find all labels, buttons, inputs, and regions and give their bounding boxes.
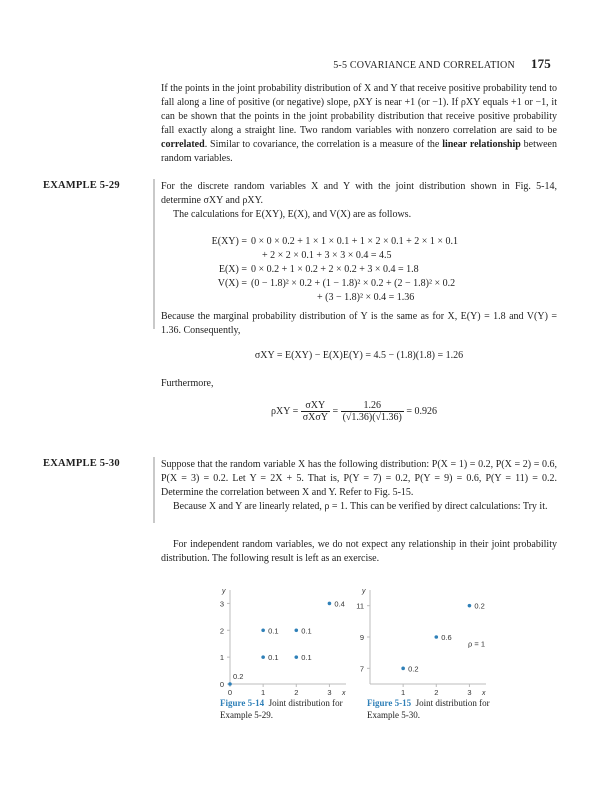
example-5-30-para2: Because X and Y are linearly related, ρ = 1. This can be verified by direct calculations: Try it. [173,501,548,512]
covariance-equation: σXY = E(XY) − E(X)E(Y) = 4.5 − (1.8)(1.8) = 1.26 [254,350,464,361]
x-axis-label: x [342,690,346,697]
point-label: 0.1 [301,626,312,636]
figure-5-15-caption-text2: Example 5-30. [367,710,420,720]
data-point [328,602,332,606]
intro-text-3: between random variables. [161,139,557,164]
data-point [401,667,405,671]
example-5-30-label: EXAMPLE 5-30 [43,458,120,469]
data-point [228,682,232,686]
rho-equals: = [332,406,339,417]
example-5-29-label: EXAMPLE 5-29 [43,180,120,191]
term-linear-relationship: linear relationship [442,139,521,150]
y-tick-label: 11 [356,601,364,611]
rho-num-1: σXY [301,400,330,412]
correlation-equation [271,400,437,423]
y-axis-label: y [362,588,366,595]
rho-fraction-2 [341,400,404,423]
point-label: 0.2 [408,664,419,674]
data-point [468,604,472,608]
figure-5-15-caption-text: Joint distribution for [415,698,490,708]
running-title: 5-5 COVARIANCE AND CORRELATION [333,60,515,71]
rho-num-2: 1.26 [341,400,404,412]
rho-lhs: ρXY = [271,406,299,417]
example-5-30-rule [153,457,155,523]
intro-text-2: . Similar to covariance, the correlation is a measure of the [204,139,443,150]
data-point [434,635,438,639]
x-axis-label: x [482,690,486,697]
y-tick-label: 7 [359,664,364,674]
closing-paragraph: For independent random variables, we do not expect any relationship in their joint probability distribution. The following result is left as an exercise. [161,539,557,564]
x-tick-label: 1 [261,688,266,697]
data-point [261,655,265,659]
eq-vx-lhs: V(X) = [217,278,247,289]
eq-vx-cont: + (3 − 1.8)² × 0.4 = 1.36 [317,292,415,303]
x-tick-label: 2 [434,688,439,697]
example-5-29-calc-intro: The calculations for E(XY), E(X), and V(X) are as follows. [173,209,412,220]
x-tick-label: 0 [227,688,233,697]
point-label: 0.1 [268,626,279,636]
rho-den-2: (√1.36)(√1.36) [342,412,402,423]
figure-5-15-caption [367,697,507,721]
y-tick-label: 0 [219,680,224,689]
y-axis-label: y [222,588,226,595]
figure-5-14-caption [220,697,360,721]
intro-text-1: If the points in the joint probability distribution of X and Y that receive positive probability tend to fall along a line of positive (or negative) slope, ρXY is near +1 (or −1). If ρXY equals +1 or −1, it can be shown that the points in the joint probability distribution that receive positive probability fall exactly along a straight line. Two random variables with nonzero correlation are said to be [161,83,557,136]
eq-ex-lhs: E(X) = [218,264,247,275]
y-tick-label: 2 [219,626,224,636]
eq-exy-lhs: E(XY) = [211,236,247,247]
data-point [294,655,298,659]
y-tick-label: 9 [359,633,364,642]
point-label: 0.1 [268,653,279,663]
x-tick-label: 3 [327,688,332,697]
rho-annotation: ρ = 1 [468,639,485,649]
page-number: 175 [530,56,551,71]
x-tick-label: 1 [401,688,406,697]
point-label: 0.6 [441,633,452,642]
point-label: 0.2 [474,601,485,611]
figure-5-14-caption-text: Joint distribution for [268,698,343,708]
eq-vx-rhs: (0 − 1.8)² × 0.2 + (1 − 1.8)² × 0.2 + (2 − 1.8)² × 0.2 [251,278,456,289]
point-label: 0.2 [233,672,244,681]
rho-result: = 0.926 [406,406,438,417]
data-point [294,628,298,632]
figure-5-15-label: Figure 5-15 [367,698,412,708]
figure-5-14-chart [210,582,360,697]
intro-paragraph [161,82,557,166]
y-tick-label: 3 [219,599,224,609]
example-5-29-rule [153,179,155,329]
example-5-30-para1: Suppose that the random variable X has the following distribution: P(X = 1) = 0.2, P(X = 2) = 0.6, P(X = 3) = 0.2. Let Y = 2X + 5. That is, P(Y = 7) = 0.2, P(Y = 9) = 0.6, P(Y = 11) = 0.2. Determine the correlation between X and Y. Refer to Fig. 5-15. [161,459,557,498]
furthermore-text: Furthermore, [161,378,214,389]
figure-5-14-label: Figure 5-14 [220,698,265,708]
figure-5-14-caption-text2: Example 5-29. [220,710,273,720]
point-label: 0.1 [301,653,312,663]
point-label: 0.4 [334,599,345,609]
x-tick-label: 3 [467,688,472,697]
marginal-paragraph: Because the marginal probability distribution of Y is the same as for X, E(Y) = 1.8 and V(Y) = 1.36. Consequently, [161,311,557,336]
x-tick-label: 2 [294,688,299,697]
term-correlated: correlated [161,139,205,150]
y-tick-label: 1 [219,653,224,663]
rho-den-1: σXσY [302,412,328,423]
example-5-29-intro: For the discrete random variables X and Y with the joint distribution shown in Fig. 5-14, determine σXY and ρXY. [161,181,557,206]
eq-ex-rhs: 0 × 0.2 + 1 × 0.2 + 2 × 0.2 + 3 × 0.4 = 1.8 [251,264,419,275]
eq-exy-rhs: 0 × 0 × 0.2 + 1 × 1 × 0.1 + 1 × 2 × 0.1 + 2 × 1 × 0.1 [251,236,459,247]
rho-fraction-1 [301,400,330,423]
figure-5-15-chart [356,582,500,697]
running-header [333,56,551,72]
data-point [261,628,265,632]
eq-exy-cont: + 2 × 2 × 0.1 + 3 × 3 × 0.4 = 4.5 [262,250,392,261]
